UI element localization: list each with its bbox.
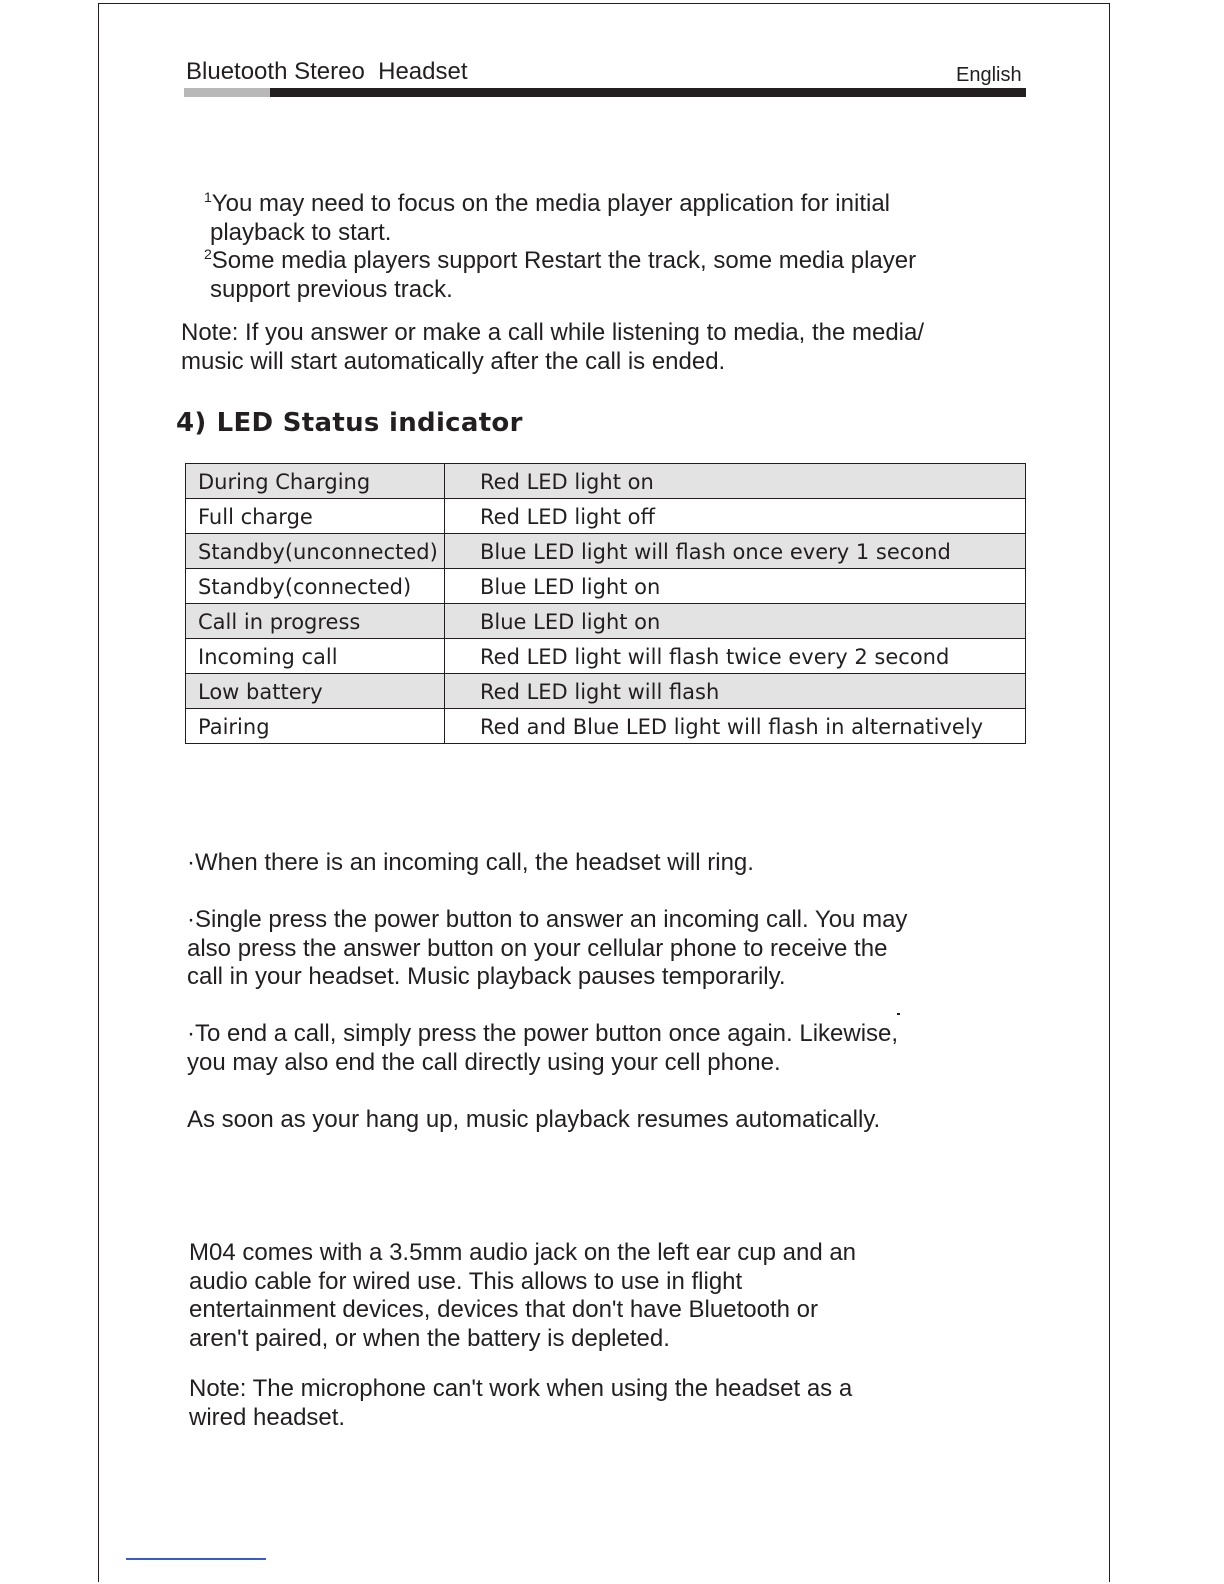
led-indicator-cell: Red LED light on [445,464,1026,499]
footnote-1 [204,190,890,247]
table-row [186,569,1026,604]
led-indicator-cell: Red LED light off [445,499,1026,534]
table-row [186,534,1026,569]
paragraph-line: also press the answer button on your cellular phone to receive the [187,934,888,962]
led-state-cell: Low battery [186,674,445,709]
footnote-mark: 1 [204,189,212,205]
paragraph-line: M04 comes with a 3.5mm audio jack on the left ear cup and an [189,1239,857,1266]
table-row [186,639,1026,674]
led-state-cell: Standby(unconnected) [186,534,445,569]
note-line: wired headset. [189,1403,346,1431]
footnote-line: playback to start. [210,218,392,246]
call-ring-text: ·When there is an incoming call, the headset will ring. [187,849,754,876]
table-row [186,464,1026,499]
note-line: Note: If you answer or make a call while listening to media, the media/ [181,319,925,346]
header-language: English [956,64,1022,86]
led-indicator-cell: Blue LED light on [445,569,1026,604]
header-rule-black [270,88,1026,97]
footnote-mark: 2 [204,246,212,262]
led-state-cell: Standby(connected) [186,569,445,604]
table-row [186,709,1026,744]
led-status-table [185,463,1026,744]
led-state-cell: Call in progress [186,604,445,639]
led-indicator-cell: Blue LED light on [445,604,1026,639]
footnote-line: Some media players support Restart the track, some media player [211,247,917,274]
led-indicator-cell: Red LED light will flash twice every 2 second [445,639,1026,674]
footnote-line: support previous track. [210,275,453,303]
note-microphone [189,1375,852,1432]
paragraph-line: aren't paired, or when the battery is depleted. [189,1324,670,1352]
section-heading [176,408,523,438]
led-state-cell: Pairing [186,709,445,744]
paragraph-line: audio cable for wired use. This allows to use in flight [189,1267,743,1295]
bottom-link-underline [126,1558,266,1560]
note-media [181,319,924,376]
note-line: Note: The microphone can't work when using the headset as a [189,1375,853,1402]
call-answer-paragraph [187,906,907,992]
led-state-cell: During Charging [186,464,445,499]
led-state-cell: Full charge [186,499,445,534]
section-title: LED Status indicator [216,408,523,438]
led-indicator-cell: Red LED light will flash [445,674,1026,709]
led-indicator-cell: Blue LED light will flash once every 1 second [445,534,1026,569]
paragraph-line: ·Single press the power button to answer an incoming call. You may [187,906,908,933]
wired-use-paragraph [189,1239,856,1353]
paragraph-line: you may also end the call directly using your cell phone. [187,1048,781,1076]
table-row [186,604,1026,639]
paragraph-line: call in your headset. Music playback pauses temporarily. [187,963,786,990]
footnote-line: You may need to focus on the media player application for initial [211,190,890,217]
header-rule-gray [184,88,270,97]
paragraph-line: entertainment devices, devices that don't have Bluetooth or [189,1296,818,1323]
header-title: Bluetooth Stereo Headset [186,58,468,85]
call-end-paragraph [187,1020,898,1077]
led-state-cell: Incoming call [186,639,445,674]
table-row [186,499,1026,534]
table-row [186,674,1026,709]
paragraph-line: ·To end a call, simply press the power button once again. Likewise, [187,1020,899,1047]
note-line: music will start automatically after the call is ended. [181,347,726,375]
section-number: 4) [176,408,207,438]
footnote-2 [204,247,916,304]
stray-mark [897,1013,900,1015]
led-indicator-cell: Red and Blue LED light will flash in alternatively [445,709,1026,744]
call-resume-text: As soon as your hang up, music playback resumes automatically. [187,1106,881,1133]
